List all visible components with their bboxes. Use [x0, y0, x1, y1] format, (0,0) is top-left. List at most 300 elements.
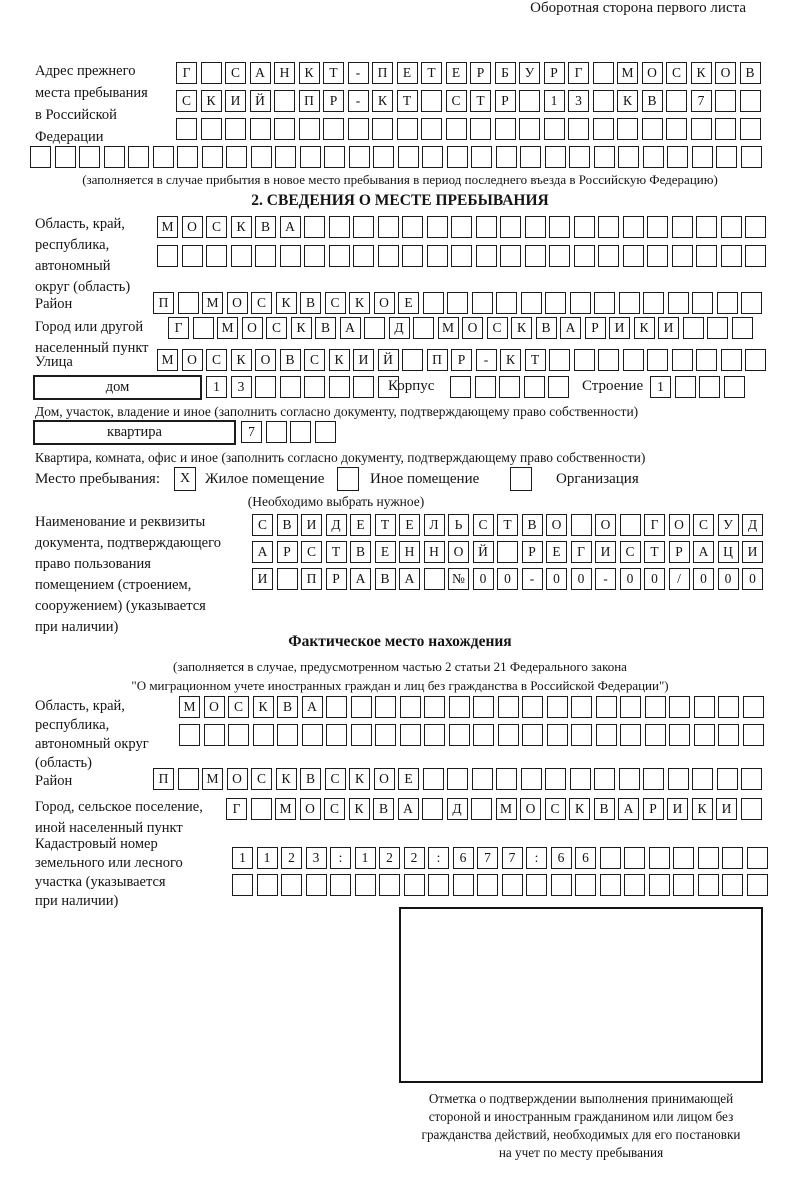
char-box [722, 874, 743, 896]
char-box [551, 874, 572, 896]
char-box [594, 146, 615, 168]
char-box: Н [274, 62, 295, 84]
char-box: С [620, 541, 641, 563]
char-box: К [692, 798, 713, 820]
char-box [228, 724, 249, 746]
char-box [732, 317, 753, 339]
char-box: Т [525, 349, 546, 371]
section2-title: 2. СВЕДЕНИЯ О МЕСТЕ ПРЕБЫВАНИЯ [251, 192, 549, 209]
char-box [624, 874, 645, 896]
checkbox-other-premises [337, 467, 359, 491]
street-row [157, 349, 770, 371]
char-box: М [157, 216, 178, 238]
char-box: Е [375, 541, 396, 563]
house-labelbox: дом [33, 375, 202, 400]
char-box [569, 146, 590, 168]
char-box [182, 245, 203, 267]
char-box [521, 292, 542, 314]
char-box [620, 514, 641, 536]
char-box: Т [397, 90, 418, 112]
char-box: П [299, 90, 320, 112]
street-label: Улица [35, 354, 73, 370]
char-box [743, 724, 764, 746]
char-box [743, 696, 764, 718]
char-box [673, 847, 694, 869]
char-box [694, 696, 715, 718]
char-box: И [595, 541, 616, 563]
char-box [519, 90, 540, 112]
char-box: Е [546, 541, 567, 563]
char-box [290, 421, 311, 443]
char-box [402, 216, 423, 238]
char-box: 0 [620, 568, 641, 590]
char-box [447, 768, 468, 790]
char-box: В [522, 514, 543, 536]
char-box [178, 292, 199, 314]
char-box [402, 245, 423, 267]
char-box: К [276, 768, 297, 790]
char-box [257, 874, 278, 896]
char-box [593, 62, 614, 84]
char-box [692, 292, 713, 314]
char-box [617, 118, 638, 140]
char-box [400, 696, 421, 718]
char-box [548, 376, 569, 398]
char-box [498, 696, 519, 718]
char-box: О [448, 541, 469, 563]
char-box [400, 724, 421, 746]
stay-place-note: (Необходимо выбрать нужное) [247, 494, 425, 509]
char-box: К [201, 90, 222, 112]
char-box [473, 696, 494, 718]
char-box: С [206, 216, 227, 238]
char-box [698, 874, 719, 896]
char-box: М [617, 62, 638, 84]
char-box: О [374, 768, 395, 790]
char-box: 2 [281, 847, 302, 869]
char-box [253, 724, 274, 746]
char-box [620, 724, 641, 746]
char-box [668, 768, 689, 790]
char-box [225, 118, 246, 140]
char-box [642, 118, 663, 140]
char-box [422, 146, 443, 168]
char-box: К [231, 216, 252, 238]
char-box: М [496, 798, 517, 820]
char-box: Г [226, 798, 247, 820]
char-box: Р [643, 798, 664, 820]
char-box [747, 874, 768, 896]
char-box [645, 724, 666, 746]
checkbox-residential: X [174, 467, 196, 491]
char-box [721, 245, 742, 267]
char-box [472, 768, 493, 790]
char-box: 0 [718, 568, 739, 590]
char-box [672, 349, 693, 371]
char-box [598, 245, 619, 267]
factual-title: Фактическое место нахождения [288, 633, 512, 650]
char-box [128, 146, 149, 168]
char-box [696, 245, 717, 267]
char-box [201, 118, 222, 140]
prev-address-row-1 [176, 62, 764, 84]
char-box [351, 696, 372, 718]
char-box [721, 349, 742, 371]
char-box: П [153, 768, 174, 790]
char-box [502, 874, 523, 896]
district-label: Район [35, 296, 73, 312]
char-box: 7 [691, 90, 712, 112]
char-box: № [448, 568, 469, 590]
char-box [619, 292, 640, 314]
char-box: И [252, 568, 273, 590]
char-box: Г [568, 62, 589, 84]
city-label: Город или другой населенный пункт [35, 319, 149, 356]
char-box [421, 90, 442, 112]
char-box [643, 768, 664, 790]
char-box: К [634, 317, 655, 339]
char-box: О [520, 798, 541, 820]
char-box: К [511, 317, 532, 339]
char-box [521, 768, 542, 790]
char-box [724, 376, 745, 398]
char-box: Р [669, 541, 690, 563]
char-box: С [206, 349, 227, 371]
char-box: П [427, 349, 448, 371]
char-box [373, 146, 394, 168]
char-box [398, 146, 419, 168]
char-box [302, 724, 323, 746]
factual-caption: (заполняется в случае, предусмотренном частью 2 статьи 21 Федерального закона "О миграционном учете иностранных граждан и лиц без гражданства в Российской Федерации") [131, 659, 669, 693]
char-box: М [438, 317, 459, 339]
char-box [575, 874, 596, 896]
char-box: Л [424, 514, 445, 536]
char-box [666, 118, 687, 140]
char-box [326, 724, 347, 746]
char-box: Т [497, 514, 518, 536]
char-box [623, 245, 644, 267]
char-box: К [349, 292, 370, 314]
char-box: У [718, 514, 739, 536]
char-box [692, 768, 713, 790]
char-box: В [277, 696, 298, 718]
prev-address-row-2 [176, 90, 764, 112]
char-box: В [350, 541, 371, 563]
char-box [745, 216, 766, 238]
char-box [672, 216, 693, 238]
char-box [375, 724, 396, 746]
char-box [596, 696, 617, 718]
char-box: 0 [644, 568, 665, 590]
char-box [526, 874, 547, 896]
char-box [178, 768, 199, 790]
stamp-caption: Отметка о подтверждении выполнения принимающей стороной и иностранным гражданином или лицом без гражданства действий, необходимых для его постановки на учет по месту пребывания [421, 1091, 741, 1160]
char-box [596, 724, 617, 746]
char-box: П [153, 292, 174, 314]
char-box: Т [470, 90, 491, 112]
char-box [274, 90, 295, 112]
char-box [623, 349, 644, 371]
char-box [520, 146, 541, 168]
char-box [524, 376, 545, 398]
region-row-2 [157, 245, 770, 267]
document-row-2 [252, 541, 767, 563]
char-box [740, 118, 761, 140]
char-box: Т [644, 541, 665, 563]
region-label: Область, край, республика, автономный округ (область) [35, 216, 131, 295]
char-box [453, 874, 474, 896]
char-box [353, 216, 374, 238]
char-box [666, 90, 687, 112]
char-box [496, 146, 517, 168]
char-box: О [595, 514, 616, 536]
char-box [570, 768, 591, 790]
char-box [266, 421, 287, 443]
char-box [422, 798, 443, 820]
char-box [618, 146, 639, 168]
house-cells [206, 376, 402, 398]
char-box: Б [495, 62, 516, 84]
char-box: - [348, 62, 369, 84]
char-box [496, 292, 517, 314]
char-box: И [716, 798, 737, 820]
char-box [330, 874, 351, 896]
char-box [423, 292, 444, 314]
char-box: В [536, 317, 557, 339]
char-box [718, 724, 739, 746]
char-box: М [275, 798, 296, 820]
char-box [593, 90, 614, 112]
char-box [450, 376, 471, 398]
char-box: В [255, 216, 276, 238]
char-box: О [642, 62, 663, 84]
char-box: Г [176, 62, 197, 84]
char-box: С [487, 317, 508, 339]
char-box [424, 568, 445, 590]
char-box [647, 245, 668, 267]
char-box [571, 696, 592, 718]
char-box: А [350, 568, 371, 590]
char-box [471, 798, 492, 820]
char-box [179, 724, 200, 746]
apartment-cells [241, 421, 339, 443]
char-box: В [740, 62, 761, 84]
char-box [250, 118, 271, 140]
char-box [304, 216, 325, 238]
char-box [476, 245, 497, 267]
char-box [747, 847, 768, 869]
char-box: / [669, 568, 690, 590]
char-box: К [253, 696, 274, 718]
char-box: В [315, 317, 336, 339]
char-box: 0 [546, 568, 567, 590]
apartment-caption: Квартира, комната, офис и иное (заполнить согласно документу, подтверждающему право собственности) [35, 450, 646, 465]
char-box [717, 768, 738, 790]
char-box: Г [168, 317, 189, 339]
document-row-3 [252, 568, 767, 590]
char-box: Н [399, 541, 420, 563]
char-box [402, 349, 423, 371]
char-box [324, 146, 345, 168]
char-box [717, 292, 738, 314]
char-box: 1 [257, 847, 278, 869]
char-box: Р [544, 62, 565, 84]
char-box [447, 292, 468, 314]
char-box [280, 245, 301, 267]
char-box: Е [398, 768, 419, 790]
char-box [692, 146, 713, 168]
char-box [594, 768, 615, 790]
char-box [568, 118, 589, 140]
char-box: Ц [718, 541, 739, 563]
char-box: Д [389, 317, 410, 339]
char-box: С [304, 349, 325, 371]
char-box [351, 724, 372, 746]
cadastral-row-1 [232, 847, 771, 869]
char-box [326, 696, 347, 718]
char-box [231, 245, 252, 267]
char-box [547, 696, 568, 718]
char-box [696, 349, 717, 371]
char-box: А [340, 317, 361, 339]
char-box: Р [522, 541, 543, 563]
char-box: К [691, 62, 712, 84]
factual-region-row-2 [179, 724, 767, 746]
char-box [449, 724, 470, 746]
stroenie-label: Строение [582, 378, 644, 394]
char-box: Г [571, 541, 592, 563]
char-box [473, 724, 494, 746]
char-box: К [299, 62, 320, 84]
char-box [669, 724, 690, 746]
char-box: Й [473, 541, 494, 563]
char-box [716, 146, 737, 168]
char-box [304, 376, 325, 398]
char-box: Е [399, 514, 420, 536]
char-box: О [182, 349, 203, 371]
char-box: К [231, 349, 252, 371]
char-box [741, 292, 762, 314]
char-box [315, 421, 336, 443]
char-box: О [242, 317, 263, 339]
char-box [277, 568, 298, 590]
char-box: И [658, 317, 679, 339]
char-box [741, 146, 762, 168]
char-box [598, 349, 619, 371]
char-box: М [179, 696, 200, 718]
char-box [255, 245, 276, 267]
char-box: И [667, 798, 688, 820]
char-box [647, 349, 668, 371]
char-box: В [594, 798, 615, 820]
char-box [157, 245, 178, 267]
prev-address-row-3 [176, 118, 764, 140]
char-box: У [519, 62, 540, 84]
checkbox-organization [510, 467, 532, 491]
char-box [79, 146, 100, 168]
prev-address-caption: (заполняется в случае прибытия в новое место пребывания в период последнего въезда в Российскую Федерацию) [82, 172, 718, 187]
stay-place-label: Место пребывания: [35, 471, 160, 487]
char-box: А [280, 216, 301, 238]
char-box: 3 [306, 847, 327, 869]
char-box [668, 292, 689, 314]
char-box: К [349, 768, 370, 790]
char-box [329, 376, 350, 398]
char-box: Т [421, 62, 442, 84]
char-box: - [595, 568, 616, 590]
char-box [715, 90, 736, 112]
char-box: 6 [575, 847, 596, 869]
char-box [496, 768, 517, 790]
char-box: С [301, 541, 322, 563]
char-box [574, 349, 595, 371]
char-box [647, 216, 668, 238]
char-box: М [217, 317, 238, 339]
char-box [643, 292, 664, 314]
char-box: Д [326, 514, 347, 536]
char-box: - [522, 568, 543, 590]
char-box [281, 874, 302, 896]
char-box: Ь [448, 514, 469, 536]
char-box [672, 245, 693, 267]
char-box: 1 [232, 847, 253, 869]
char-box: Т [323, 62, 344, 84]
char-box: Г [644, 514, 665, 536]
document-label: Наименование и реквизиты документа, подтверждающего право пользования помещением (строением, сооружением) (указывается при наличии) [35, 514, 221, 635]
char-box [251, 798, 272, 820]
char-box [649, 874, 670, 896]
char-box [428, 874, 449, 896]
char-box [451, 245, 472, 267]
char-box [427, 245, 448, 267]
char-box: - [348, 90, 369, 112]
char-box: С [446, 90, 467, 112]
char-box [364, 317, 385, 339]
char-box [204, 724, 225, 746]
char-box: : [428, 847, 449, 869]
char-box: 0 [693, 568, 714, 590]
char-box: 3 [568, 90, 589, 112]
option-other-premises-label: Иное помещение [370, 471, 480, 487]
char-box [378, 245, 399, 267]
char-box [745, 245, 766, 267]
char-box: 0 [571, 568, 592, 590]
char-box [427, 216, 448, 238]
char-box [549, 349, 570, 371]
char-box [355, 874, 376, 896]
char-box [673, 874, 694, 896]
char-box [424, 724, 445, 746]
char-box: 6 [551, 847, 572, 869]
page-header-note: Оборотная сторона первого листа [530, 0, 746, 16]
char-box [741, 798, 762, 820]
char-box [721, 216, 742, 238]
char-box [718, 696, 739, 718]
char-box [274, 118, 295, 140]
char-box [304, 245, 325, 267]
char-box: Е [397, 62, 418, 84]
char-box: И [742, 541, 763, 563]
char-box: М [157, 349, 178, 371]
korpus-label: Корпус [388, 378, 435, 394]
char-box [55, 146, 76, 168]
char-box [372, 118, 393, 140]
char-box [475, 376, 496, 398]
char-box [522, 696, 543, 718]
option-residential-label: Жилое помещение [205, 471, 325, 487]
char-box [545, 768, 566, 790]
char-box: К [569, 798, 590, 820]
